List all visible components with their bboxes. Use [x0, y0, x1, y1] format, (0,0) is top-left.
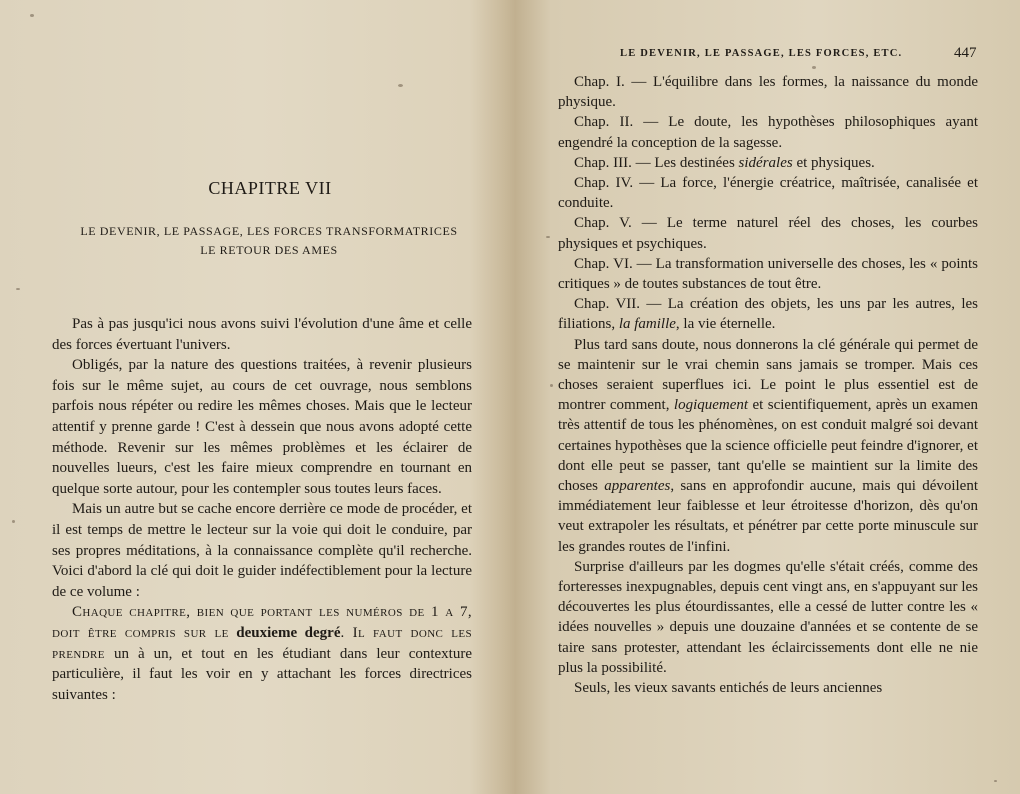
paper-speck — [398, 84, 403, 87]
smallcaps-text: . Il faut donc les prendre — [52, 624, 473, 662]
chapter-subtitle — [56, 222, 482, 260]
chapter-list-item: Chap. I. — L'équilibre dans les formes, la naissance du monde physique. — [558, 74, 978, 111]
chapter-list-item: Chap. IV. — La force, l'énergie créatrice, maîtrisée, canalisée et conduite. — [558, 175, 978, 212]
chapter-list-item: Chap. VII. — La création des objets, les uns par les autres, les filiations, la famille, la vie éternelle. — [558, 296, 978, 333]
paragraph: Seuls, les vieux savants entichés de leurs anciennes — [574, 680, 883, 697]
left-body-text — [52, 314, 472, 705]
smallcaps-text: Chaque chapitre, bien que portant les numéros de 1 a 7, doit être compris sur le — [52, 604, 472, 641]
paragraph: Mais un autre but se cache encore derrière ce mode de procéder, et il est temps de mettre le lecteur sur la voie qui doit le conduire, par ses propres méditations, à la connaissance complète qu'il recherche. Voici d'abord la clé qui doit le guider indéfectiblement pour la lecture de ce volume : — [52, 501, 472, 600]
paper-speck — [12, 520, 15, 523]
page-number: 447 — [954, 45, 977, 61]
paper-speck — [550, 384, 553, 387]
paper-speck — [546, 236, 550, 238]
key-paragraph — [52, 602, 472, 705]
paper-speck — [812, 66, 816, 69]
running-header: LE DEVENIR, LE PASSAGE, LES FORCES, ETC. — [620, 48, 903, 59]
right-body-text — [558, 72, 978, 698]
chapter-list-item: Chap. VI. — La transformation universelle des choses, les « points critiques » de toutes substances de tout être. — [558, 255, 978, 293]
paper-speck — [994, 780, 997, 782]
paragraph: Obligés, par la nature des questions traitées, à revenir plusieurs fois sur le même sujet, au cours de cet ouvrage, nous semblons parfois nous répéter ou redire les mêmes choses. Mais que le lecteur attentif y prenne garde ! C'est à dessein que nous avons adopté cette méthode. Revenir sur les mêmes problèmes et les éclairer de nouvelles lueurs, c'est les faire mieux comprendre en tournant en quelque sorte autour, pour les contempler sous toutes leurs faces. — [52, 357, 472, 497]
paragraph: Surprise d'ailleurs par les dogmes qu'elle s'était créés, comme des forteresses inexpugnables, depuis cent vingt ans, en s'appuyant sur les découvertes les plus étourdissantes, elle a cessé de lutter contre les « idées nouvelles » depuis une douzaine d'années et se contente de se taire sans protester, attendant les éclaircissements dont elle ne nie plus la possibilité. — [558, 558, 978, 676]
right-page — [510, 0, 1020, 794]
chapter-list-item: Chap. II. — Le doute, les hypothèses philosophiques ayant engendré la conception de la sagesse. — [558, 114, 979, 151]
chapter-subtitle-line-1: LE DEVENIR, LE PASSAGE, LES FORCES TRANSFORMATRICES — [80, 224, 458, 238]
bold-text: deuxieme degré — [236, 624, 341, 641]
chapter-subtitle-line-2: LE RETOUR DES AMES — [200, 243, 338, 257]
paper-speck — [30, 14, 34, 17]
paragraph: Plus tard sans doute, nous donnerons la clé générale qui permet de se maintenir sur le vrai chemin sans jamais se tromper. Mais ces choses seraient superflues ici. Le point le plus essentiel est de montrer comment, logiquement et scientifiquement, après un examen très attentif de tous les phénomènes, on est conduit malgré soi devant certaines hypothèses que la science officielle peut feindre d'ignorer, et dont elle peut se passer, tant qu'elle se maintient sur la limite des choses apparentes, sans en approfondir aucune, mais qui dévoilent immédiatement leur faiblesse et leur étroitesse d'horizon, dès qu'on veut extrapoler les résultats, et pénétrer par cette porte minuscule sur les grandes routes de l'infini. — [558, 336, 979, 555]
chapter-list-item: Chap. III. — Les destinées sidérales et physiques. — [574, 154, 875, 171]
chapter-title: CHAPITRE VII — [208, 178, 332, 198]
paragraph: Pas à pas jusqu'ici nous avons suivi l'évolution d'une âme et celle des forces évertuant l'univers. — [52, 316, 472, 353]
paper-speck — [16, 288, 20, 290]
paragraph-rest: un à un, et tout en les étudiant dans leur contexture particulière, il faut les voir en y attachant les forces directrices suivantes : — [52, 645, 473, 703]
chapter-list-item: Chap. V. — Le terme naturel réel des choses, les courbes physiques et psychiques. — [558, 215, 979, 252]
